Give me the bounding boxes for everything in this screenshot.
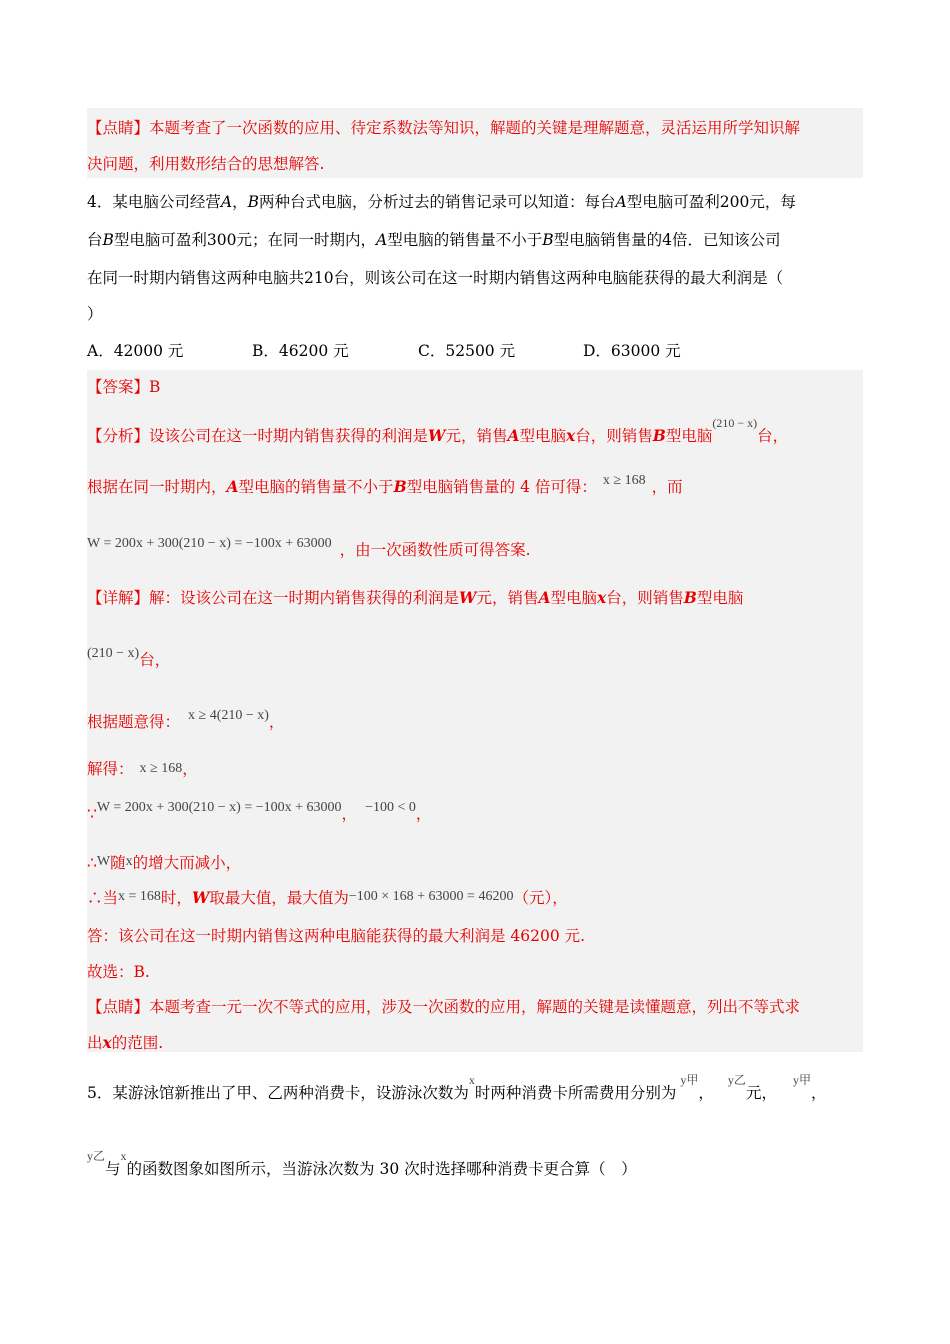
answer-line [87,375,160,397]
var-w: W [428,426,446,445]
prev-comment-text1: 本题考查了一次函数的应用、待定系数法等知识，解题的关键是理解题意，灵活运用所学知识解 [149,119,801,137]
detail-line3 [87,710,284,732]
detail-line1 [87,586,743,608]
var-w: W [459,588,477,607]
math-expression: (210 − x) [87,646,140,661]
analysis-text: 台，则销售 [575,427,653,445]
q5-text: 5．某游泳馆新推出了甲、乙两种消费卡，设游泳次数为 [87,1084,469,1102]
analysis-text: 台， [757,427,789,445]
q5-text: 时两种消费卡所需费用分别为 [474,1084,677,1102]
prev-comment-line2 [87,152,324,174]
analysis-line3 [87,538,531,560]
var-a: A [615,193,627,211]
detail-text: 取最大值，最大值为 [209,889,349,907]
q4-number: 300 [206,231,237,249]
q4-text: 两种台式电脑，分析过去的销售记录可以知道：每台 [258,193,616,211]
q4-text: 型电脑可盈利 [113,231,207,249]
detail-text: 随 [110,854,126,872]
analysis-text: 型电脑的销售量不小于 [238,478,394,496]
comment-text: 出 [87,1034,103,1052]
because-symbol: ∵ [87,805,97,823]
q4-text: 型电脑销售量的 [553,231,663,249]
analysis-line2 [87,475,683,497]
analysis-text: 型电脑 [665,427,713,445]
var-b: B [247,193,259,211]
var-a: A [538,588,551,607]
detail-text: 答：该公司在这一时期内销售这两种电脑能获得的最大利润是 46200 元. [87,927,586,945]
comment-line1 [87,995,800,1017]
detail-text: ， [268,713,285,731]
answer-value: B [149,378,161,396]
math-expression: −100 × 168 + 63000 = 46200 [348,889,514,904]
q4-text: 元，每 [749,193,796,211]
analysis-label: 【分析】 [87,427,150,445]
detail-text: 台，则销售 [606,589,684,607]
q4-line2 [87,228,781,250]
analysis-text: ，由一次函数性质可得答案. [339,541,531,559]
math-expression: W = 200x + 300(210 − x) = −100x + 63000 [96,800,342,815]
math-expression: x [120,1149,127,1163]
q4-text: ） [87,305,103,323]
q4-line1 [87,190,796,212]
q4-text: 倍．已知该公司 [672,231,781,249]
analysis-text: 型电脑 [519,427,567,445]
analysis-line1 [87,416,789,446]
var-b: B [102,231,114,249]
detail-text: 根据题意得： [87,713,181,731]
detail-text: ， [182,760,198,778]
comment-label: 【点睛】 [87,998,150,1016]
detail-line8 [87,924,585,946]
q4-line3 [87,266,783,288]
option-d[interactable]: D．63000 元 [583,342,681,360]
var-a: A [376,231,388,249]
var-x: x [102,1033,112,1052]
var-a: A [226,477,239,496]
analysis-text: 元，销售 [445,427,508,445]
q5-text: 元， [745,1084,777,1102]
detail-line7 [87,886,568,908]
prev-comment-text2: 决问题，利用数形结合的思想解答. [87,155,325,173]
var-a: A [507,426,520,445]
prev-comment-label: 【点睛】 [87,119,150,137]
detail-line2 [87,648,170,670]
math-expression: x = 168 [118,889,161,904]
detail-text: 时， [160,889,192,907]
detail-text: 台， [139,651,171,669]
math-expression: W [96,854,111,869]
analysis-text: 设该公司在这一时期内销售获得的利润是 [149,427,429,445]
var-x: x [566,426,576,445]
var-b: B [542,231,554,249]
q5-text: ， [698,1084,714,1102]
detail-text: 元，销售 [476,589,539,607]
var-b: B [652,426,666,445]
detail-text: 的增大而减小， [132,854,242,872]
detail-line4 [87,757,198,779]
detail-line9 [87,960,150,982]
math-expression: −100 < 0 [365,800,416,815]
comment-text: 本题考查一元一次不等式的应用，涉及一次函数的应用，解题的关键是读懂题意，列出不等式求 [149,998,801,1016]
q4-text: 在同一时期内销售这两种电脑共 [87,269,305,287]
analysis-text: 根据在同一时期内， [87,478,227,496]
math-expression: x ≥ 168 [602,473,646,488]
q4-text: 元；在同一时期内， [236,231,377,249]
detail-text: ， [341,805,358,823]
q5-text: 与 [105,1160,121,1178]
option-c[interactable]: C．52500 元 [418,342,516,360]
math-expression: y乙 [87,1149,106,1163]
q4-text: 4．某电脑公司经营 [87,193,221,211]
q4-number: 4 [662,231,673,249]
q4-text: 型电脑的销售量不小于 [387,231,543,249]
q4-text: 台 [87,231,103,249]
detail-label: 【详解】 [87,589,150,607]
option-a[interactable]: A．42000 元 [87,342,184,360]
var-x: x [597,588,607,607]
detail-text: （元）， [513,889,568,907]
therefore-symbol: ∴ [87,854,97,872]
q4-text: 台，则该公司在这一时期内销售这两种电脑能获得的最大利润是（ [333,269,784,287]
math-expression: W = 200x + 300(210 − x) = −100x + 63000 [87,536,332,551]
math-expression: y甲 [792,1073,811,1087]
var-b: B [683,588,697,607]
q4-number: 200 [719,193,750,211]
prev-comment-line1 [87,116,800,138]
comment-text: 的范围. [111,1034,164,1052]
analysis-text: ，而 [651,478,683,496]
math-expression: x ≥ 168 [139,761,183,776]
math-expression: x [125,854,133,869]
detail-text: 解得： [87,760,134,778]
q5-text: ， [810,1084,827,1102]
q5-line2 [87,1149,637,1179]
math-expression: x ≥ 4(210 − x) [188,708,269,723]
detail-text: 解：设该公司在这一时期内销售获得的利润是 [149,589,460,607]
therefore-symbol: ∴当 [87,889,119,907]
detail-text: ， [415,805,432,823]
detail-line5 [87,802,431,824]
var-a: A [220,193,233,211]
comment-line2 [87,1031,163,1053]
math-expression: (210 − x) [712,416,758,430]
math-expression: y乙 [727,1073,746,1087]
math-expression: x [468,1073,475,1087]
q5-line1 [87,1073,827,1103]
detail-text: 型电脑 [550,589,598,607]
detail-text: 故选：B. [87,963,150,981]
detail-line6 [87,851,241,873]
q4-number: 210 [304,269,334,287]
q4-text: 型电脑可盈利 [626,193,720,211]
q5-text: 的函数图象如图所示，当游泳次数为 30 次时选择哪种消费卡更合算（ ） [126,1160,637,1178]
q4-options [87,339,863,363]
option-b[interactable]: B．46200 元 [252,342,349,360]
answer-label: 【答案】 [87,378,150,396]
var-w: W [191,888,210,907]
var-b: B [393,477,407,496]
detail-text: 型电脑 [696,589,744,607]
q4-line4 [87,302,103,324]
analysis-text: 型电脑销售量的 4 倍可得： [406,478,597,496]
math-expression: y甲 [680,1073,699,1087]
q4-text: ， [232,193,248,211]
